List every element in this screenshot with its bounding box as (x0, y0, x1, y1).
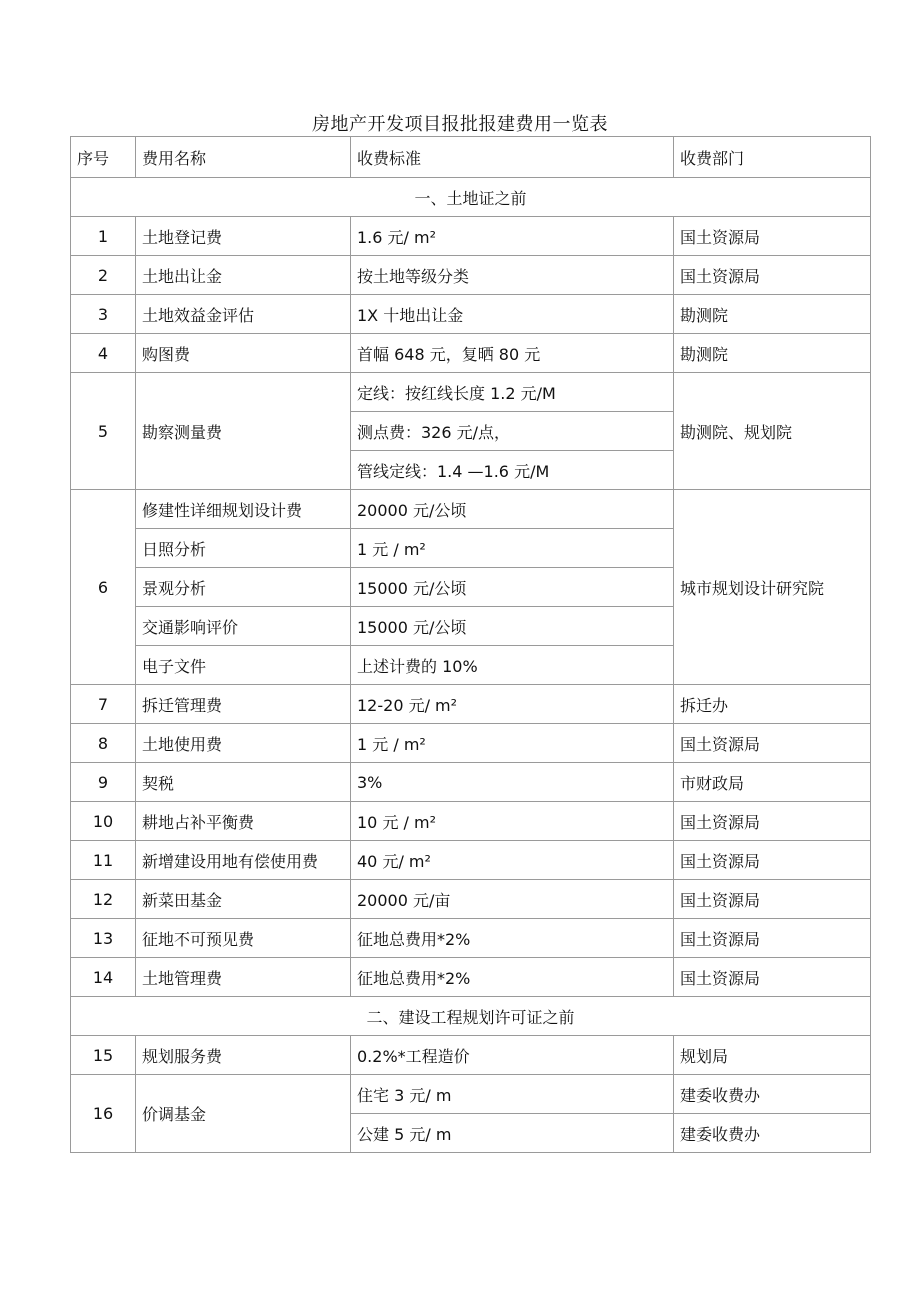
row-number: 13 (71, 919, 136, 958)
fee-name: 交通影响评价 (136, 607, 351, 646)
row-number: 6 (71, 490, 136, 685)
fee-department: 建委收费办 (674, 1075, 871, 1114)
fee-standard: 3% (351, 763, 674, 802)
fee-name: 耕地占补平衡费 (136, 802, 351, 841)
table-row (71, 217, 871, 256)
table-row (71, 763, 871, 802)
header-cell: 收费标准 (351, 137, 674, 178)
fee-standard: 10 元 / m² (351, 802, 674, 841)
fee-table (70, 136, 871, 1153)
fee-department: 规划局 (674, 1036, 871, 1075)
fee-name: 电子文件 (136, 646, 351, 685)
fee-standard: 20000 元/公顷 (351, 490, 674, 529)
fee-standard: 1X 十地出让金 (351, 295, 674, 334)
fee-standard: 上述计费的 10% (351, 646, 674, 685)
page-title: 房地产开发项目报批报建费用一览表 (312, 114, 608, 135)
row-number: 11 (71, 841, 136, 880)
fee-name: 新增建设用地有偿使用费 (136, 841, 351, 880)
fee-standard: 12-20 元/ m² (351, 685, 674, 724)
fee-standard: 征地总费用*2% (351, 919, 674, 958)
row-number: 10 (71, 802, 136, 841)
fee-standard: 征地总费用*2% (351, 958, 674, 997)
section-title: 一、土地证之前 (71, 178, 871, 217)
row-number: 4 (71, 334, 136, 373)
fee-standard: 1 元 / m² (351, 529, 674, 568)
fee-name: 土地出让金 (136, 256, 351, 295)
row-number: 9 (71, 763, 136, 802)
fee-standard: 1 元 / m² (351, 724, 674, 763)
fee-standard: 管线定线：1.4 —1.6 元/M (351, 451, 674, 490)
table-row (71, 919, 871, 958)
fee-standard: 15000 元/公顷 (351, 568, 674, 607)
fee-department: 勘测院 (674, 334, 871, 373)
table-row (71, 685, 871, 724)
fee-name: 土地效益金评估 (136, 295, 351, 334)
row-number: 2 (71, 256, 136, 295)
fee-name: 新菜田基金 (136, 880, 351, 919)
table-row (71, 880, 871, 919)
fee-standard: 公建 5 元/ m (351, 1114, 674, 1153)
row-number: 1 (71, 217, 136, 256)
fee-name: 日照分析 (136, 529, 351, 568)
table-row (71, 256, 871, 295)
fee-department: 国土资源局 (674, 256, 871, 295)
row-number: 5 (71, 373, 136, 490)
fee-name: 契税 (136, 763, 351, 802)
table-row (71, 295, 871, 334)
fee-department: 城市规划设计研究院 (674, 490, 871, 685)
fee-department: 国土资源局 (674, 802, 871, 841)
table-row (71, 841, 871, 880)
row-number: 3 (71, 295, 136, 334)
table-header-row (71, 137, 871, 178)
row-number: 16 (71, 1075, 136, 1153)
fee-name: 修建性详细规划设计费 (136, 490, 351, 529)
fee-department: 国土资源局 (674, 841, 871, 880)
table-row (71, 802, 871, 841)
section-row (71, 178, 871, 217)
table-row (71, 1036, 871, 1075)
fee-name: 征地不可预见费 (136, 919, 351, 958)
section-title: 二、建设工程规划许可证之前 (71, 997, 871, 1036)
table-row (71, 724, 871, 763)
header-cell: 费用名称 (136, 137, 351, 178)
header-cell: 序号 (71, 137, 136, 178)
fee-standard: 40 元/ m² (351, 841, 674, 880)
table-row (71, 1075, 871, 1114)
fee-standard: 1.6 元/ m² (351, 217, 674, 256)
table-row (71, 334, 871, 373)
fee-department: 勘测院 (674, 295, 871, 334)
fee-standard: 测点费：326 元/点， (351, 412, 674, 451)
fee-standard: 0.2%*工程造价 (351, 1036, 674, 1075)
fee-name: 价调基金 (136, 1075, 351, 1153)
fee-department: 拆迁办 (674, 685, 871, 724)
fee-name: 规划服务费 (136, 1036, 351, 1075)
fee-name: 勘察测量费 (136, 373, 351, 490)
fee-department: 国土资源局 (674, 958, 871, 997)
table-row (71, 490, 871, 529)
table-row (71, 373, 871, 412)
fee-name: 拆迁管理费 (136, 685, 351, 724)
row-number: 8 (71, 724, 136, 763)
fee-department: 国土资源局 (674, 724, 871, 763)
fee-name: 土地登记费 (136, 217, 351, 256)
fee-department: 市财政局 (674, 763, 871, 802)
fee-standard: 按土地等级分类 (351, 256, 674, 295)
fee-department: 国土资源局 (674, 880, 871, 919)
fee-standard: 定线：按红线长度 1.2 元/M (351, 373, 674, 412)
fee-department: 建委收费办 (674, 1114, 871, 1153)
fee-name: 景观分析 (136, 568, 351, 607)
fee-standard: 首幅 648 元，复晒 80 元 (351, 334, 674, 373)
table-row (71, 958, 871, 997)
fee-department: 勘测院、规划院 (674, 373, 871, 490)
fee-standard: 20000 元/亩 (351, 880, 674, 919)
fee-name: 购图费 (136, 334, 351, 373)
row-number: 7 (71, 685, 136, 724)
fee-name: 土地使用费 (136, 724, 351, 763)
row-number: 12 (71, 880, 136, 919)
header-cell: 收费部门 (674, 137, 871, 178)
fee-standard: 15000 元/公顷 (351, 607, 674, 646)
fee-department: 国土资源局 (674, 919, 871, 958)
row-number: 15 (71, 1036, 136, 1075)
fee-department: 国土资源局 (674, 217, 871, 256)
fee-name: 土地管理费 (136, 958, 351, 997)
fee-standard: 住宅 3 元/ m (351, 1075, 674, 1114)
row-number: 14 (71, 958, 136, 997)
section-row (71, 997, 871, 1036)
